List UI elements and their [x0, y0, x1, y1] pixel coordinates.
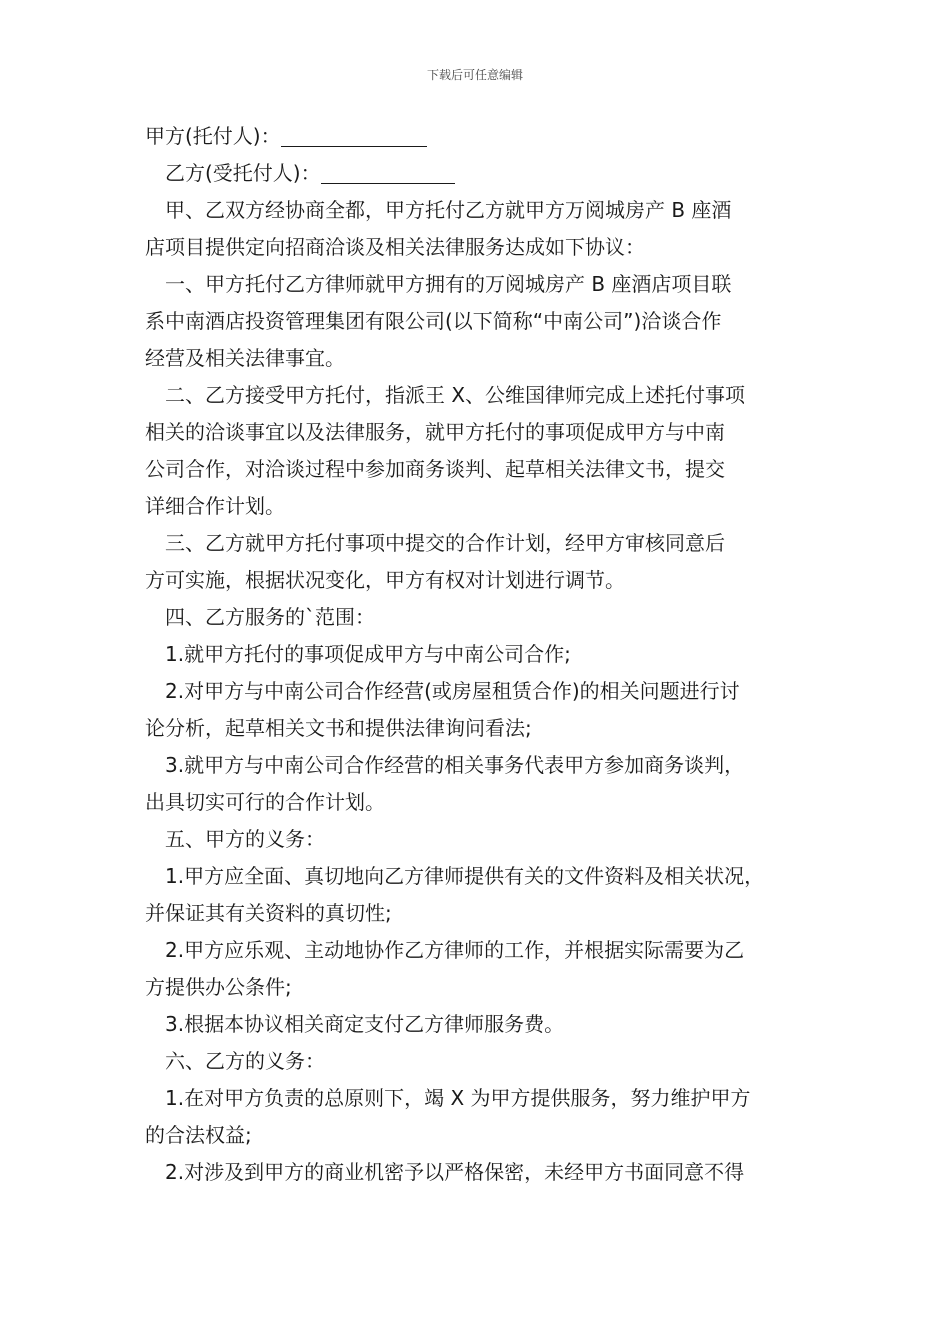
paragraph-line: 出具切实可行的合作计划。: [145, 790, 385, 814]
list-item: 2.甲方应乐观、主动地协作乙方律师的工作，并根据实际需要为乙: [165, 938, 745, 962]
paragraph-line: 经营及相关法律事宜。: [145, 346, 345, 370]
paragraph-line: 一、甲方托付乙方律师就甲方拥有的万阅城房产 B 座酒店项目联: [165, 272, 732, 296]
section-heading: 六、乙方的义务：: [165, 1049, 325, 1073]
list-item: 1.就甲方托付的事项促成甲方与中南公司合作;: [165, 642, 571, 666]
section-heading: 四、乙方服务的`范围：: [165, 605, 375, 629]
party-b-line: [145, 155, 810, 192]
paragraph-line: 店项目提供定向招商洽谈及相关法律服务达成如下协议：: [145, 235, 645, 259]
list-item: 3.就甲方与中南公司合作经营的相关事务代表甲方参加商务谈判，: [165, 753, 745, 777]
paragraph-line: 并保证其有关资料的真切性;: [145, 901, 392, 925]
paragraph-line: 甲、乙双方经协商全都，甲方托付乙方就甲方万阅城房产 B 座酒: [165, 198, 732, 222]
paragraph-line: 方可实施，根据状况变化，甲方有权对计划进行调节。: [145, 568, 625, 592]
list-item: 1.在对甲方负责的总原则下，竭 X 为甲方提供服务，努力维护甲方: [165, 1086, 751, 1110]
list-item: 3.根据本协议相关商定支付乙方律师服务费。: [165, 1012, 565, 1036]
paragraph-line: 详细合作计划。: [145, 494, 285, 518]
paragraph-line: 三、乙方就甲方托付事项中提交的合作计划，经甲方审核同意后: [165, 531, 725, 555]
section-heading: 五、甲方的义务：: [165, 827, 325, 851]
paragraph-line: 系中南酒店投资管理集团有限公司(以下简称“中南公司”)洽谈合作: [145, 309, 722, 333]
list-item: 2.对涉及到甲方的商业机密予以严格保密，未经甲方书面同意不得: [165, 1160, 745, 1184]
page-header: 下载后可任意编辑: [426, 68, 523, 82]
party-b-label: 乙方(受托付人)：: [165, 161, 321, 185]
paragraph-line: 方提供办公条件;: [145, 975, 292, 999]
paragraph-line: 二、乙方接受甲方托付，指派王 X、公维国律师完成上述托付事项: [165, 383, 746, 407]
party-a-line: [145, 118, 810, 155]
party-a-label: 甲方(托付人)：: [145, 124, 281, 148]
contract-body: [145, 118, 810, 1191]
list-item: 1.甲方应全面、真切地向乙方律师提供有关的文件资料及相关状况，: [165, 864, 765, 888]
list-item: 2.对甲方与中南公司合作经营(或房屋租赁合作)的相关问题进行讨: [165, 679, 740, 703]
party-b-blank[interactable]: [321, 161, 455, 184]
paragraph-line: 相关的洽谈事宜以及法律服务，就甲方托付的事项促成甲方与中南: [145, 420, 725, 444]
party-a-blank[interactable]: [281, 124, 427, 147]
paragraph-line: 公司合作，对洽谈过程中参加商务谈判、起草相关法律文书，提交: [145, 457, 725, 481]
paragraph-line: 的合法权益;: [145, 1123, 252, 1147]
paragraph-line: 论分析，起草相关文书和提供法律询问看法;: [145, 716, 532, 740]
